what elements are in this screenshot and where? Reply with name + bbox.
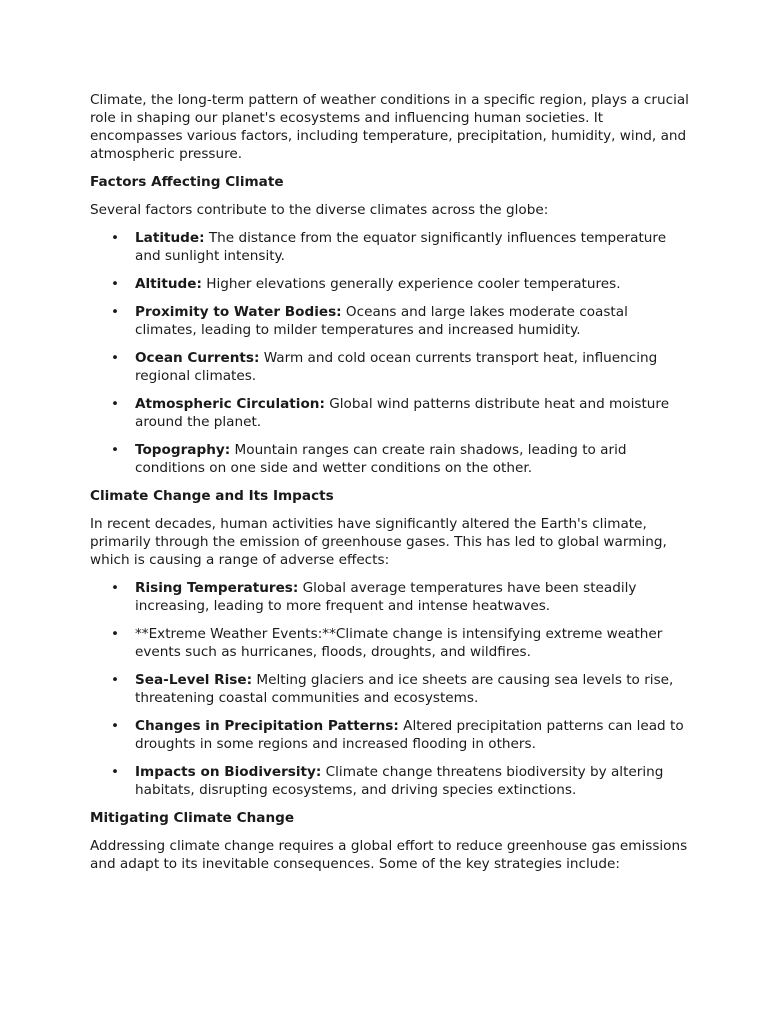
list-item-term: Rising Temperatures: bbox=[135, 580, 299, 596]
bullet-icon: • bbox=[111, 350, 120, 366]
document-page bbox=[90, 91, 690, 883]
list-item-term: Altitude: bbox=[135, 276, 202, 292]
intro-paragraph: Climate, the long-term pattern of weather conditions in a specific region, plays a crucial role in shaping our planet's ecosystems and influencing human societies. It encompasses various factors, including temperature, precipitation, humidity, wind, and atmospheric pressure. bbox=[90, 92, 689, 162]
list-item-text: Oceans and large lakes moderate coastal climates, leading to milder temperatures and increased humidity. bbox=[135, 304, 628, 338]
list-item-term: Topography: bbox=[135, 442, 231, 458]
list-item-text: Mountain ranges can create rain shadows, leading to arid conditions on one side and wetter conditions on the other. bbox=[135, 442, 627, 476]
factors-list bbox=[90, 229, 690, 477]
list-item-term: Atmospheric Circulation: bbox=[135, 396, 325, 412]
list-item bbox=[90, 229, 690, 265]
bullet-icon: • bbox=[111, 626, 120, 642]
list-item bbox=[90, 303, 690, 339]
list-item bbox=[90, 717, 690, 753]
bullet-icon: • bbox=[111, 396, 120, 412]
list-item bbox=[90, 441, 690, 477]
impacts-list bbox=[90, 579, 690, 799]
list-item-text: Global average temperatures have been steadily increasing, leading to more frequent and intense heatwaves. bbox=[135, 580, 637, 614]
section-lead-mitigating: Addressing climate change requires a global effort to reduce greenhouse gas emissions and adapt to its inevitable consequences. Some of the key strategies include: bbox=[90, 838, 688, 872]
bullet-icon: • bbox=[111, 442, 120, 458]
list-item-term: Proximity to Water Bodies: bbox=[135, 304, 342, 320]
bullet-icon: • bbox=[111, 230, 120, 246]
list-item-text: The distance from the equator significantly influences temperature and sunlight intensity. bbox=[135, 230, 667, 264]
list-item bbox=[90, 275, 690, 293]
section-lead-factors: Several factors contribute to the diverse climates across the globe: bbox=[90, 202, 549, 218]
bullet-icon: • bbox=[111, 718, 120, 734]
list-item-text: Higher elevations generally experience cooler temperatures. bbox=[201, 276, 621, 292]
list-item bbox=[90, 671, 690, 707]
list-item-text: Climate change threatens biodiversity by altering habitats, disrupting ecosystems, and driving species extinctions. bbox=[135, 764, 664, 798]
list-item-term: Sea-Level Rise: bbox=[135, 672, 253, 688]
list-item-term: Latitude: bbox=[135, 230, 205, 246]
list-item bbox=[90, 763, 690, 799]
list-item bbox=[90, 579, 690, 615]
list-item-text: **Extreme Weather Events:**Climate change is intensifying extreme weather events such as hurricanes, floods, droughts, and wildfires. bbox=[135, 626, 663, 660]
list-item-text: Melting glaciers and ice sheets are causing sea levels to rise, threatening coastal communities and ecosystems. bbox=[135, 672, 674, 706]
list-item-term: Changes in Precipitation Patterns: bbox=[135, 718, 399, 734]
list-item bbox=[90, 349, 690, 385]
list-item-term: Ocean Currents: bbox=[135, 350, 260, 366]
bullet-icon: • bbox=[111, 580, 120, 596]
list-item-text: Warm and cold ocean currents transport heat, influencing regional climates. bbox=[135, 350, 658, 384]
bullet-icon: • bbox=[111, 672, 120, 688]
section-heading-factors: Factors Affecting Climate bbox=[90, 174, 284, 190]
list-item bbox=[90, 395, 690, 431]
list-item bbox=[90, 625, 690, 661]
section-lead-climate-change: In recent decades, human activities have significantly altered the Earth's climate, primarily through the emission of greenhouse gases. This has led to global warming, which is causing a range of adverse effects: bbox=[90, 516, 667, 568]
list-item-text: Global wind patterns distribute heat and moisture around the planet. bbox=[135, 396, 670, 430]
bullet-icon: • bbox=[111, 276, 120, 292]
list-item-term: Impacts on Biodiversity: bbox=[135, 764, 322, 780]
section-heading-climate-change: Climate Change and Its Impacts bbox=[90, 488, 334, 504]
list-item-text: Altered precipitation patterns can lead to droughts in some regions and increased flooding in others. bbox=[135, 718, 684, 752]
bullet-icon: • bbox=[111, 304, 120, 320]
bullet-icon: • bbox=[111, 764, 120, 780]
section-heading-mitigating: Mitigating Climate Change bbox=[90, 810, 295, 826]
